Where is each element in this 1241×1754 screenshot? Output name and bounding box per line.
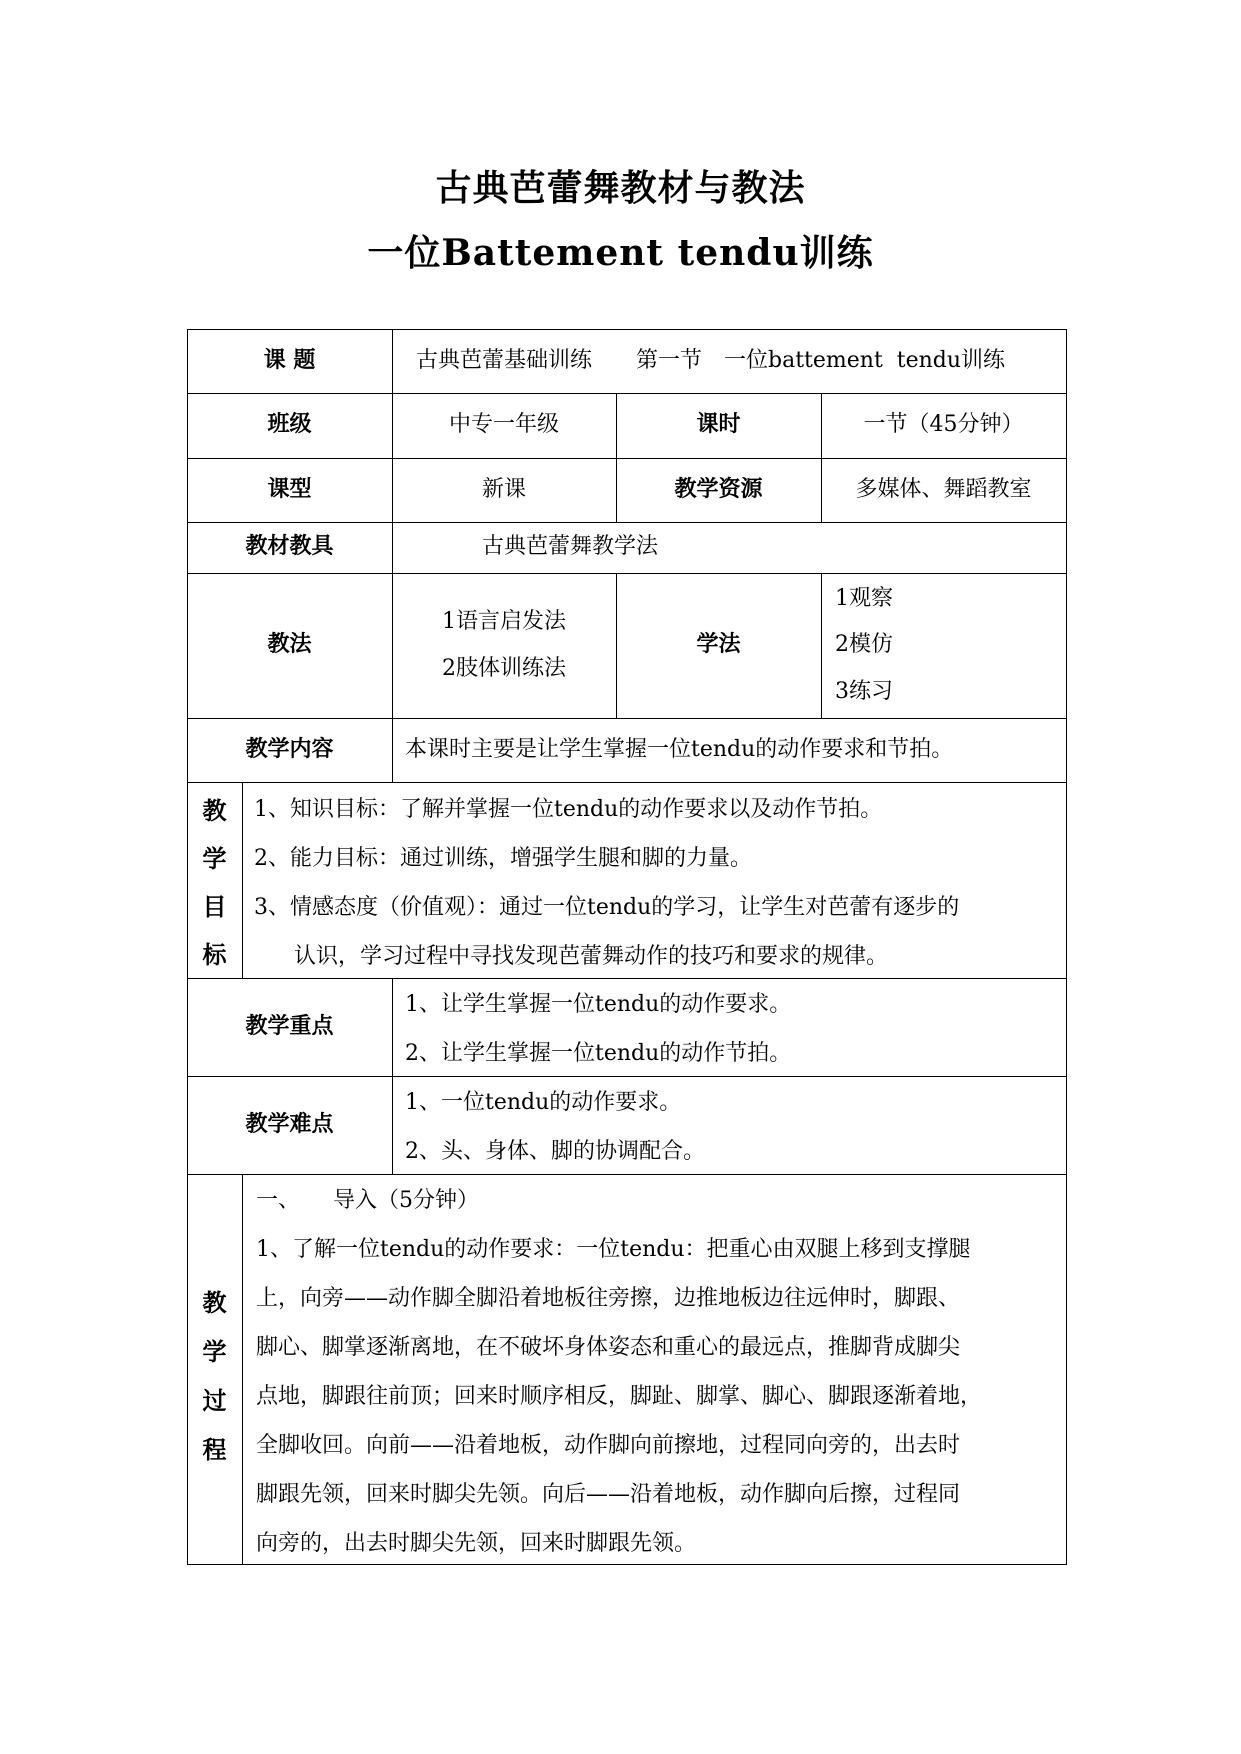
topic-value: 古典芭蕾基础训练 第一节 一位battement tendu训练 (416, 347, 1006, 373)
lesson-type-value: 新课 (481, 476, 526, 502)
difficulty-item: 2、头、身体、脚的协调配合。 (405, 1139, 705, 1164)
goals-label-char: 教 (202, 796, 227, 825)
teaching-method-list (392, 573, 616, 718)
process-label-char: 过 (202, 1387, 227, 1415)
process-text (256, 1176, 1061, 1568)
process-label-char: 教 (202, 1289, 227, 1317)
resources-value: 多媒体、舞蹈教室 (855, 476, 1032, 502)
period-label: 课时 (696, 412, 741, 438)
goal-item: 1、知识目标：了解并掌握一位tendu的动作要求以及动作节拍。 (254, 797, 883, 822)
key-point-item: 2、让学生掌握一位tendu的动作节拍。 (405, 1041, 792, 1066)
process-label-char: 程 (202, 1436, 227, 1464)
process-line: 脚跟先领，回来时脚尖先领。向后——沿着地板，动作脚向后擦，过程同 (256, 1482, 961, 1507)
teaching-method-label: 教法 (267, 632, 312, 658)
learning-method-item: 1观察 (835, 585, 893, 611)
process-line: 向旁的，出去时脚尖先领，回来时脚跟先领。 (256, 1531, 697, 1556)
process-heading: 一、 导入（5分钟） (256, 1188, 479, 1213)
process-line: 点地，脚跟往前顶；回来时顺序相反，脚趾、脚掌、脚心、脚跟逐渐着地， (256, 1384, 983, 1409)
teaching-method-item: 1语言启发法 (442, 609, 566, 635)
goals-label-char: 学 (202, 844, 227, 873)
document-subtitle: 一位Battement tendu训练 (367, 232, 874, 274)
materials-label: 教材教具 (245, 534, 334, 560)
topic-label: 课 题 (263, 347, 316, 373)
difficulties-label: 教学难点 (245, 1111, 334, 1137)
goals-list (254, 785, 1059, 981)
goals-label-char: 标 (202, 940, 227, 969)
goals-label-char: 目 (202, 892, 227, 921)
document-title: 古典芭蕾舞教材与教法 (435, 167, 806, 209)
key-point-item: 1、让学生掌握一位tendu的动作要求。 (405, 992, 792, 1017)
class-value: 中专一年级 (448, 412, 559, 438)
process-line: 上，向旁——动作脚全脚沿着地板往旁擦，边推地板边往远伸时，脚跟、 (256, 1286, 961, 1311)
resources-label: 教学资源 (674, 476, 763, 502)
process-line: 脚心、脚掌逐渐离地，在不破坏身体姿态和重心的最远点，推脚背成脚尖 (256, 1335, 961, 1360)
goal-item: 2、能力目标：通过训练，增强学生腿和脚的力量。 (254, 846, 752, 871)
process-line: 全脚收回。向前——沿着地板，动作脚向前擦地，过程同向旁的，出去时 (256, 1433, 961, 1458)
content-label: 教学内容 (245, 736, 334, 762)
content-value: 本课时主要是让学生掌握一位tendu的动作要求和节拍。 (405, 736, 954, 762)
difficulties-list (405, 1078, 1060, 1176)
process-label-char: 学 (202, 1338, 227, 1366)
learning-method-list (835, 573, 1055, 718)
learning-method-item: 3练习 (835, 678, 893, 704)
class-label: 班级 (267, 412, 312, 438)
goal-item: 认识，学习过程中寻找发现芭蕾舞动作的技巧和要求的规律。 (294, 944, 889, 969)
process-label (187, 1276, 242, 1472)
difficulty-item: 1、一位tendu的动作要求。 (405, 1090, 682, 1115)
lesson-type-label: 课型 (267, 476, 312, 502)
key-points-label: 教学重点 (245, 1013, 334, 1039)
learning-method-item: 2模仿 (835, 632, 893, 658)
period-value: 一节（45分钟） (863, 412, 1024, 438)
goals-label (187, 784, 242, 976)
teaching-method-item: 2肢体训练法 (442, 655, 566, 681)
materials-value: 古典芭蕾舞教学法 (482, 534, 659, 560)
process-line: 1、了解一位tendu的动作要求：一位tendu：把重心由双腿上移到支撑腿 (256, 1237, 971, 1262)
learning-method-label: 学法 (696, 632, 741, 658)
goal-item: 3、情感态度（价值观）：通过一位tendu的学习，让学生对芭蕾有逐步的 (254, 895, 960, 920)
key-points-list (405, 980, 1060, 1078)
